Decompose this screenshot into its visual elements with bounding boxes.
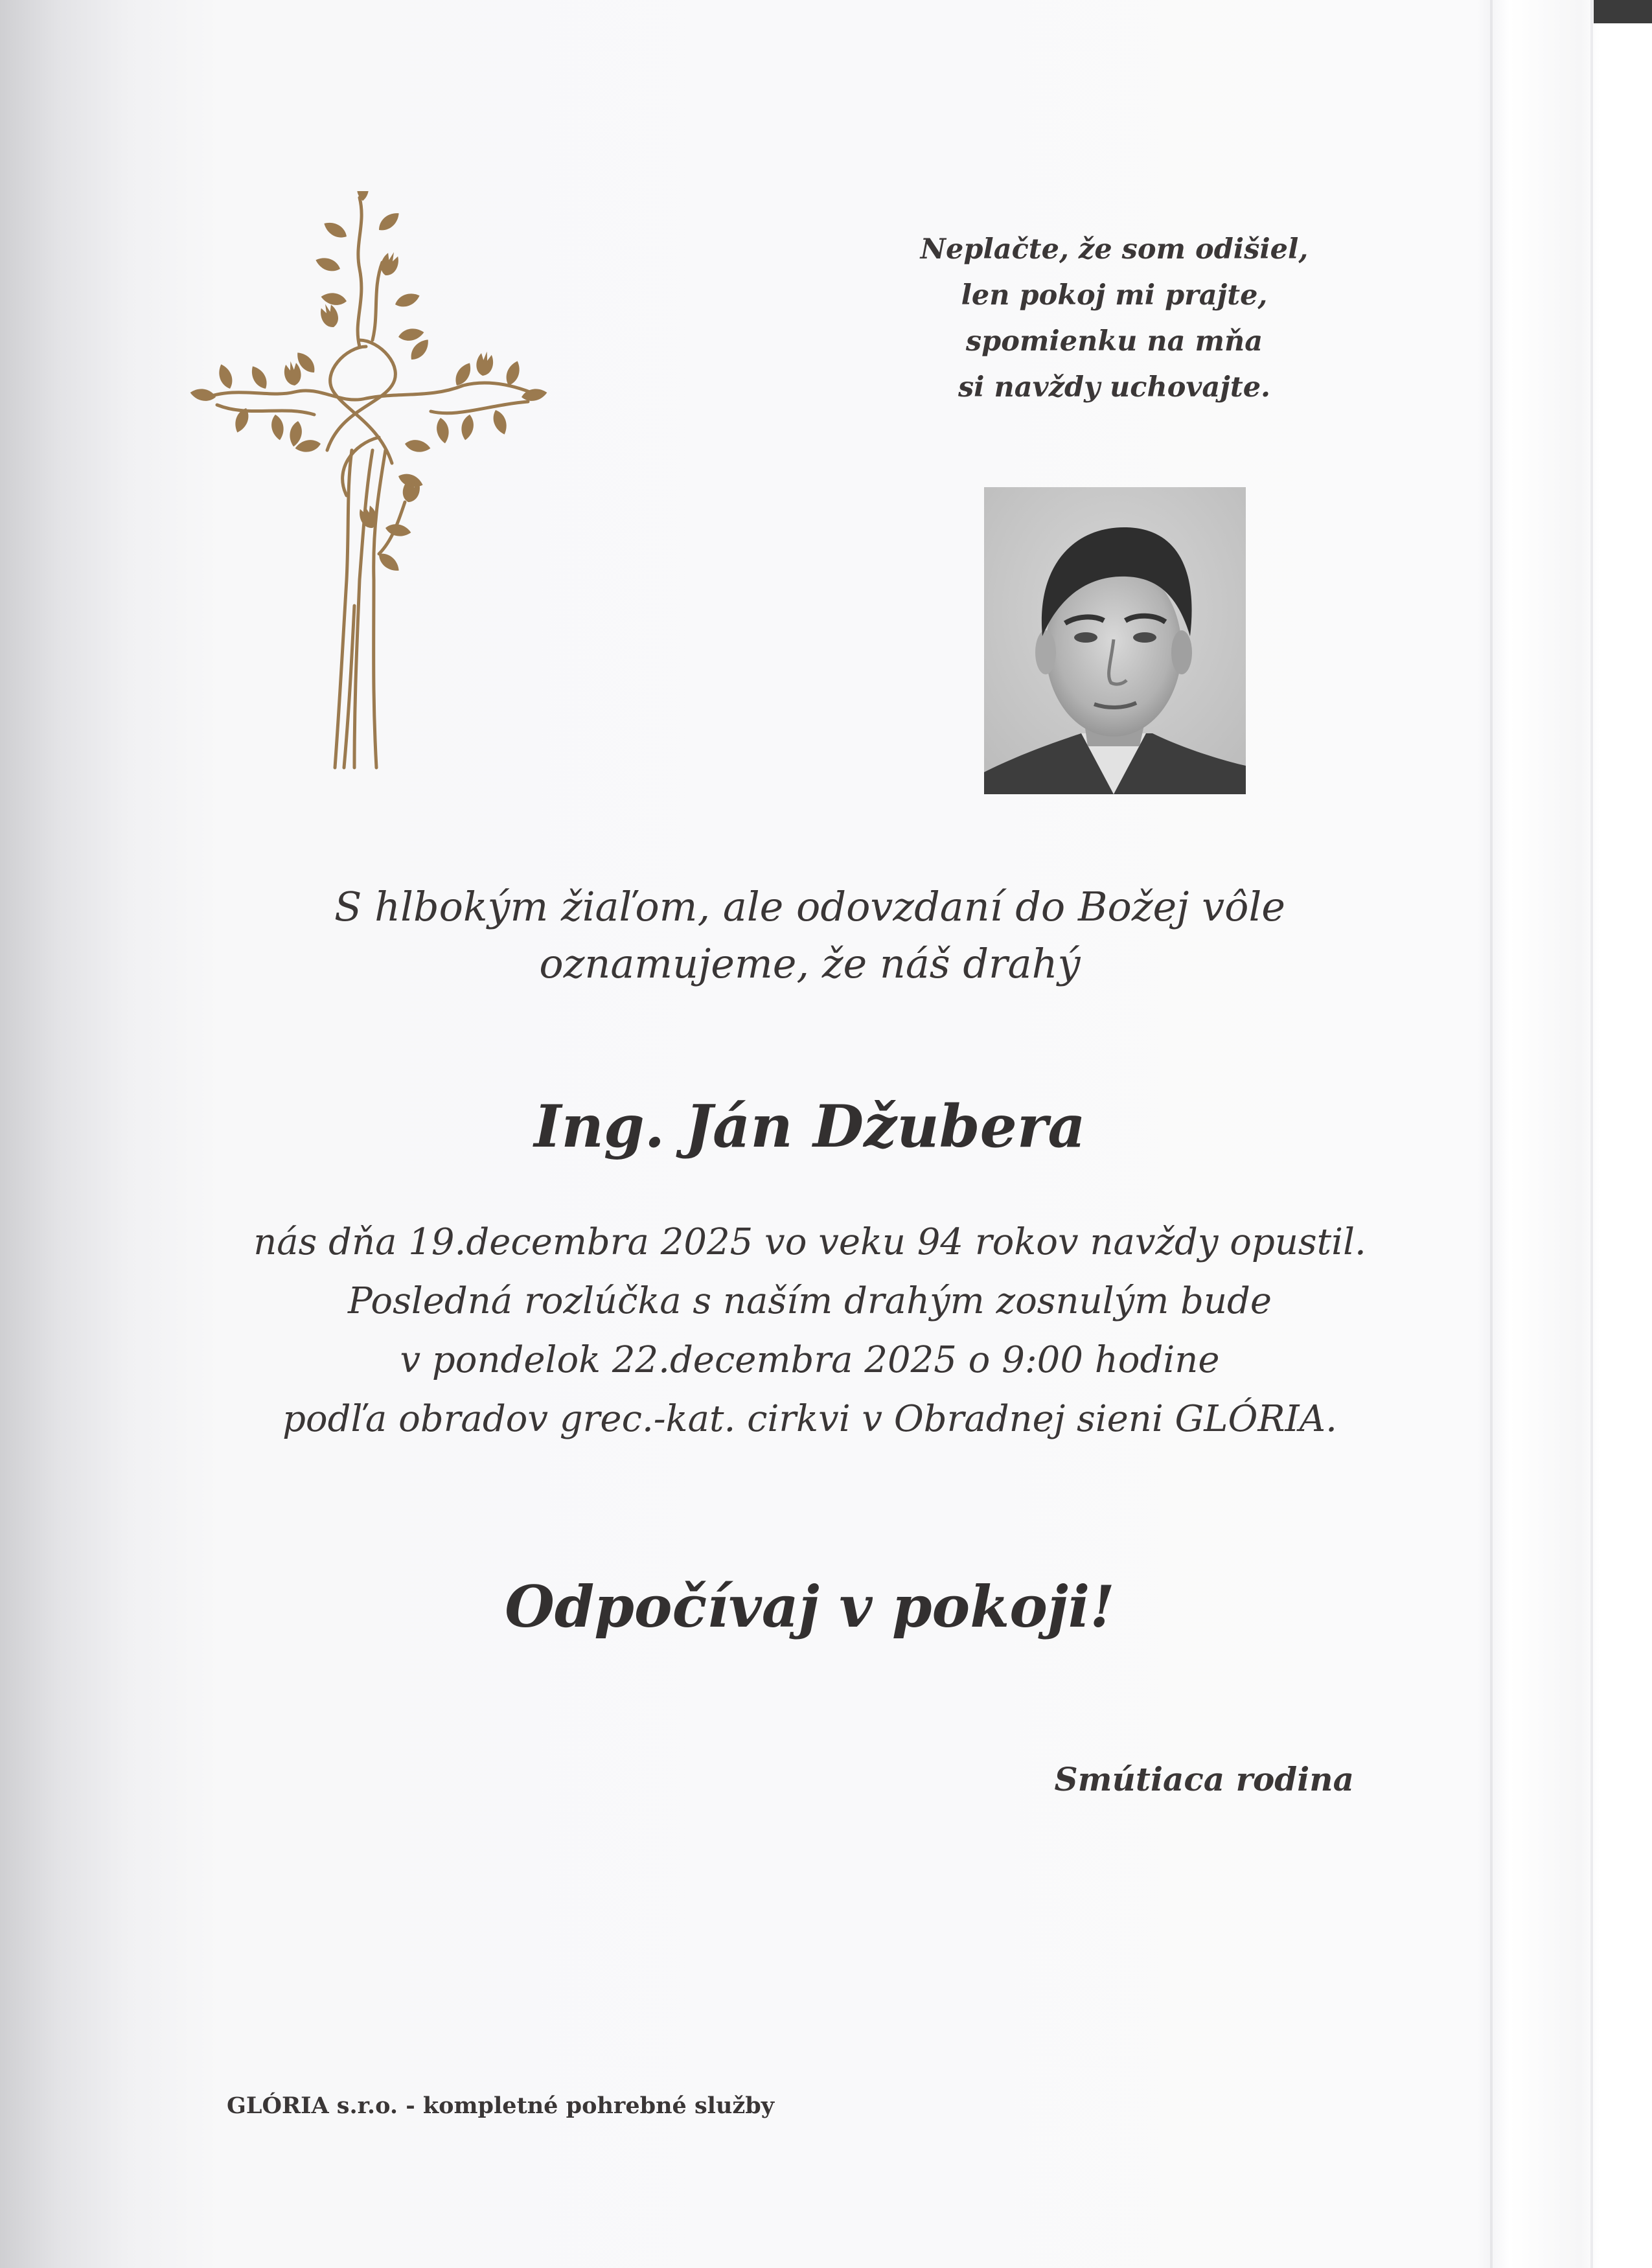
verse-line: si navždy uchovajte.	[958, 371, 1271, 404]
scan-corner	[1594, 0, 1652, 23]
body-line: nás dňa 19.decembra 2025 vo veku 94 rokov navždy opustil.	[253, 1221, 1366, 1263]
body-line: podľa obradov grec.-kat. cirkvi v Obradnej sieni GLÓRIA.	[282, 1398, 1337, 1440]
verse-line: spomienku na mňa	[965, 325, 1263, 358]
intro-line: oznamujeme, že náš drahý	[539, 940, 1081, 987]
portrait-photo	[984, 487, 1246, 794]
body-line: Posledná rozlúčka s naším drahým zosnulým bude	[347, 1280, 1272, 1322]
closing-phrase: Odpočívaj v pokoji!	[505, 1573, 1115, 1640]
page-edge-line	[1590, 0, 1593, 2268]
deceased-name: Ing. Ján Džubera	[534, 1092, 1086, 1161]
intro-line: S hlbokým žiaľom, ale odovzdaní do Božej vôle	[334, 883, 1285, 930]
announcement-body	[194, 1213, 1425, 1449]
verse-line: len pokoj mi prajte,	[961, 279, 1268, 312]
tree-cross-icon	[185, 191, 554, 774]
announcement-intro	[259, 878, 1360, 992]
verse	[894, 227, 1335, 411]
body-line: v pondelok 22.decembra 2025 o 9:00 hodine	[400, 1339, 1220, 1381]
verse-line: Neplačte, že som odišiel,	[920, 233, 1309, 266]
footer-company: GLÓRIA s.r.o. - kompletné pohrebné služby	[227, 2092, 775, 2119]
page-edge-line	[1490, 0, 1493, 2268]
signature: Smútiaca rodina	[1054, 1760, 1354, 1798]
